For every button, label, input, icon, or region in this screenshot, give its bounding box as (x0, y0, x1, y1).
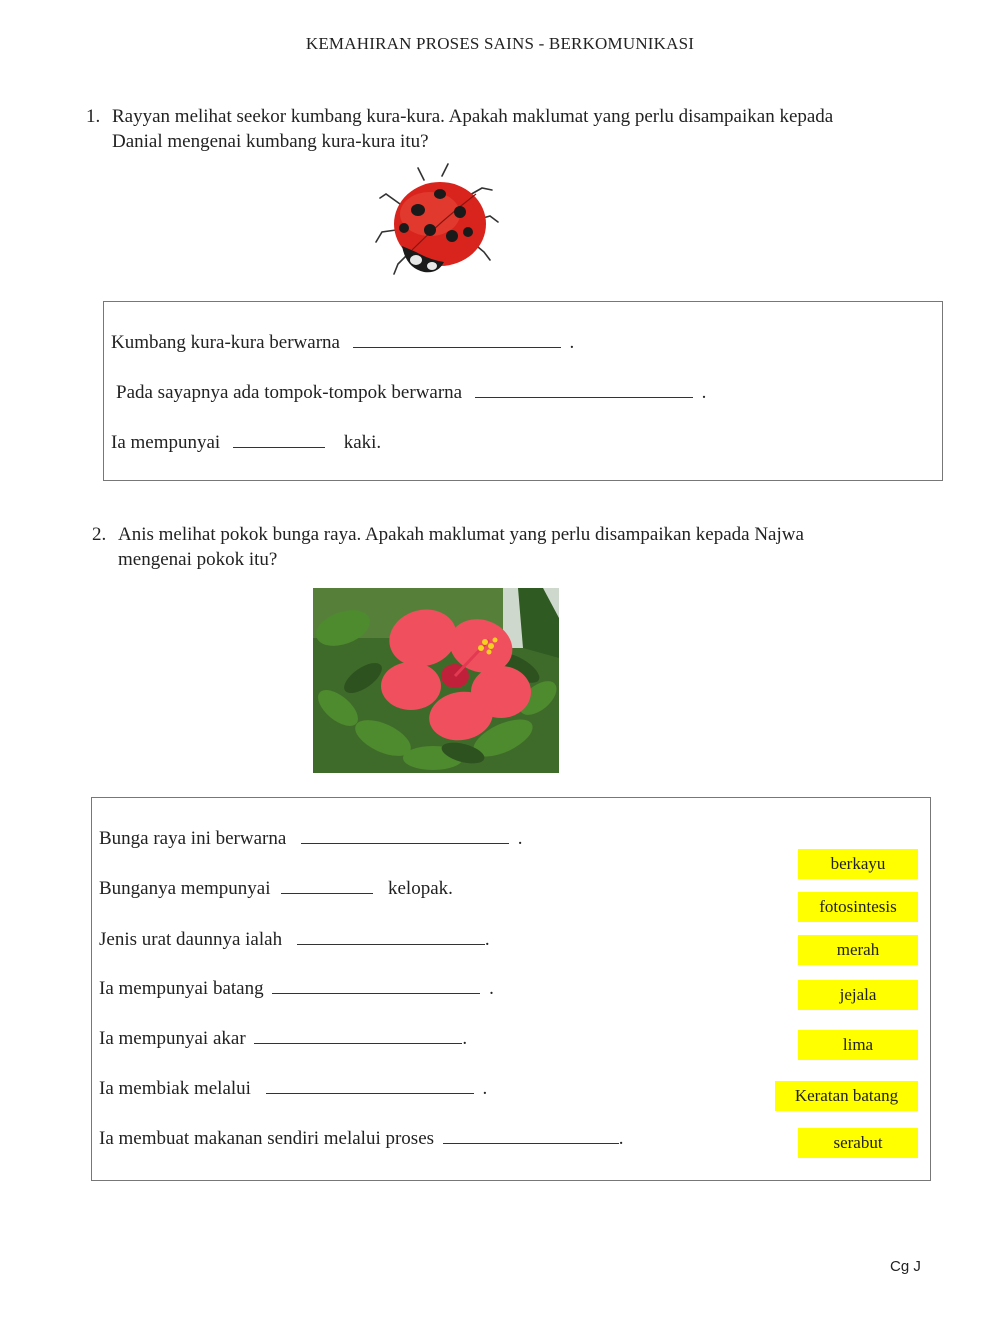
q1-statement-1 (111, 330, 574, 354)
question-1 (86, 104, 966, 154)
blank-field[interactable] (297, 927, 485, 945)
q2-statement-6-end: . (482, 1078, 488, 1099)
q2-statement-4-text: Ia mempunyai batang (99, 978, 264, 999)
page-title: KEMAHIRAN PROSES SAINS - BERKOMUNIKASI (305, 34, 695, 53)
blank-field[interactable] (233, 430, 325, 448)
q2-statement-2-end: kelopak. (388, 878, 453, 899)
q2-statement-3-text: Jenis urat daunnya ialah (99, 929, 283, 950)
blank-field[interactable] (475, 380, 693, 398)
q2-statement-2 (99, 876, 453, 900)
q1-statement-2-end: . (701, 382, 707, 403)
q2-statement-7 (99, 1126, 624, 1150)
question-2-line-2: mengenai pokok itu? (118, 549, 278, 570)
question-1-number: 1. (86, 106, 101, 127)
q2-statement-1 (99, 826, 523, 850)
q2-statement-6-text: Ia membiak melalui (99, 1078, 251, 1099)
q2-statement-2-text: Bunganya mempunyai (99, 878, 271, 899)
q1-statement-2 (116, 380, 706, 404)
q2-statement-5-text: Ia mempunyai akar (99, 1028, 246, 1049)
q1-statement-3 (111, 430, 381, 454)
blank-field[interactable] (266, 1076, 474, 1094)
question-1-line-1: Rayyan melihat seekor kumbang kura-kura. Apakah maklumat yang perlu disampaikan kepada (112, 106, 834, 127)
q2-statement-7-end: . (618, 1128, 624, 1149)
ladybug-image (372, 160, 507, 285)
q2-statement-6 (99, 1076, 487, 1100)
footer-signature: Cg J (890, 1258, 921, 1275)
q1-statement-3-text: Ia mempunyai (111, 432, 221, 453)
answer-option-merah[interactable]: merah (798, 935, 918, 965)
q1-statement-1-end: . (569, 332, 575, 353)
q2-statement-4 (99, 976, 494, 1000)
q1-statement-1-text: Kumbang kura-kura berwarna (111, 332, 340, 353)
answer-option-serabut[interactable]: serabut (798, 1128, 918, 1158)
q1-statement-3-end: kaki. (343, 432, 382, 453)
hibiscus-image (313, 588, 559, 773)
q2-statement-3-end: . (484, 929, 490, 950)
blank-field[interactable] (272, 976, 480, 994)
blank-field[interactable] (353, 330, 561, 348)
q2-statement-7-text: Ia membuat makanan sendiri melalui proses (99, 1128, 435, 1149)
q2-statement-4-end: . (489, 978, 494, 999)
q2-statement-3 (99, 927, 490, 951)
answer-option-keratan-batang[interactable]: Keratan batang (775, 1081, 918, 1111)
question-2 (92, 522, 972, 572)
answer-option-berkayu[interactable]: berkayu (798, 849, 918, 879)
blank-field[interactable] (443, 1126, 619, 1144)
question-2-number: 2. (92, 524, 107, 545)
q2-statement-1-end: . (517, 828, 523, 849)
q2-statement-5-end: . (462, 1028, 468, 1049)
blank-field[interactable] (254, 1026, 462, 1044)
answer-option-lima[interactable]: lima (798, 1030, 918, 1060)
blank-field[interactable] (301, 826, 509, 844)
question-2-line-1: Anis melihat pokok bunga raya. Apakah maklumat yang perlu disampaikan kepada Najwa (118, 524, 804, 545)
q2-statement-5 (99, 1026, 467, 1050)
q2-statement-1-text: Bunga raya ini berwarna (99, 828, 287, 849)
q1-statement-2-text: Pada sayapnya ada tompok-tompok berwarna (116, 382, 463, 403)
blank-field[interactable] (281, 876, 373, 894)
answer-option-jejala[interactable]: jejala (798, 980, 918, 1010)
answer-option-fotosintesis[interactable]: fotosintesis (798, 892, 918, 922)
question-1-line-2: Danial mengenai kumbang kura-kura itu? (112, 131, 429, 152)
